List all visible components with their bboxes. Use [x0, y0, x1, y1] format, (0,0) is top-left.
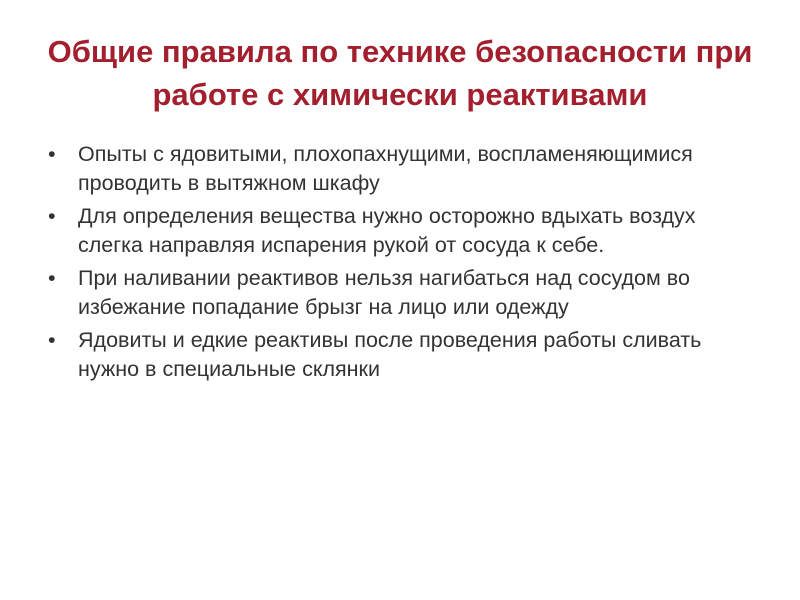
bullet-dot-icon: •	[48, 204, 56, 228]
bullet-item	[44, 326, 764, 383]
bullet-item	[44, 264, 764, 321]
bullet-item	[44, 202, 764, 259]
slide-title: Общие правила по технике безопасности при работе с химически реактивами	[47, 34, 753, 112]
bullet-list	[44, 140, 764, 388]
bullet-text: При наливании реактивов нельзя нагибаться над сосудом во избежание попадание брызг на лицо или одежду	[78, 266, 690, 319]
bullet-dot-icon: •	[48, 328, 56, 352]
bullet-text: Для определения вещества нужно осторожно вдыхать воздух слегка направляя испарения рукой от сосуда к себе.	[78, 204, 696, 257]
bullet-text: Ядовиты и едкие реактивы после проведения работы сливать нужно в специальные склянки	[78, 328, 702, 381]
bullet-item	[44, 140, 764, 197]
bullet-dot-icon: •	[48, 266, 56, 290]
bullet-dot-icon: •	[48, 142, 56, 166]
bullet-text: Опыты с ядовитыми, плохопахнущими, воспламеняющимися проводить в вытяжном шкафу	[78, 142, 693, 195]
